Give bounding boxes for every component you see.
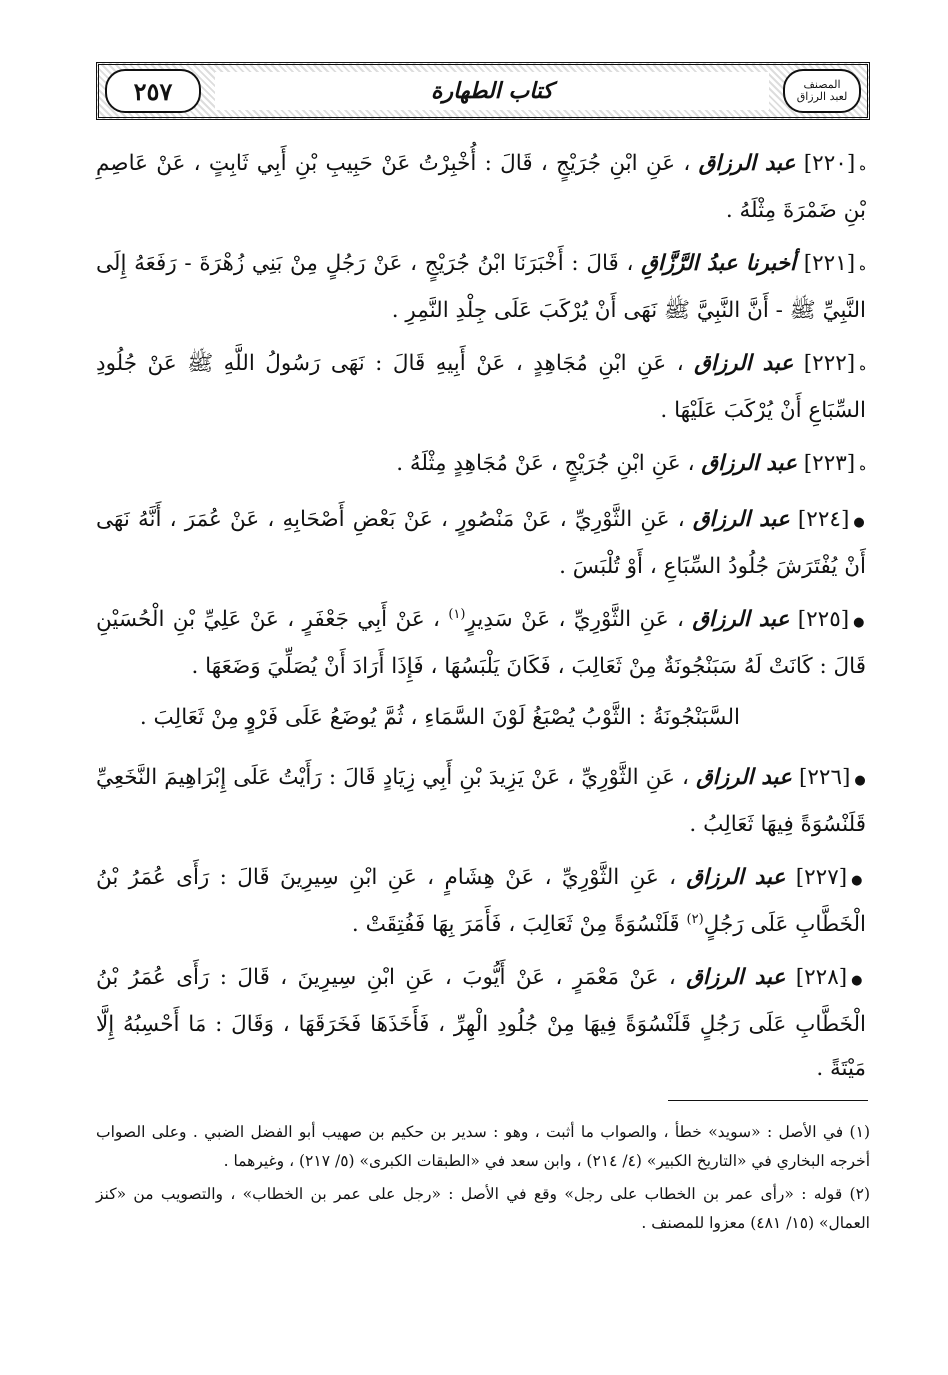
hadith-entry: [96, 598, 870, 689]
entry-text: ، عَنِ ابْنِ جُرَيْجٍ ، قَالَ : أُخْبِرْتُ عَنْ حَبِيبِ بْنِ أَبِي ثَابِتٍ ، عَنْ عَاصِمِ بْنِ ضَمْرَةَ مِثْلَهُ .: [96, 151, 866, 223]
entry-marker: ه: [859, 359, 866, 374]
entry-text: ، قَالَ : أَخْبَرَنَا ابْنُ جُرَيْجٍ ، عَنْ رَجُلٍ مِنْ بَنِي زُهْرَةَ - رَفَعَهُ إِلَى النَّبِيِّ ﷺ - أَنَّ النَّبِيَّ ﷺ نَهَى أَنْ يُرْكَبَ عَلَى جِلْدِ النَّمِرِ .: [96, 251, 866, 323]
entry-number: [٢٢١]: [803, 251, 856, 276]
entry-number: [٢٢٧]: [795, 865, 848, 890]
entry-text: ، عَنِ الثَّوْرِيِّ ، عَنْ هِشَامٍ ، عَنِ ابْنِ سِيرِينَ قَالَ : رَأَى عُمَرُ بْنُ الْخَطَّابِ عَلَى رَجُلٍ: [96, 865, 866, 937]
entry-author: عبد الرزاق: [692, 507, 790, 532]
footnote-2: (٢) قوله : «رأى عمر بن الخطاب على رجل» وقع في الأصل : «رجل على عمر بن الخطاب» ، والتصويب من «كنز العمال» (١٥/ ٤٨١) معزوا للمصنف .: [96, 1185, 870, 1232]
entry-marker: ●: [851, 873, 866, 888]
entry-author: أخبرنا عبدُ الرَّزَّاقِ: [641, 251, 797, 276]
entry-text: ، عَنْ مَعْمَرٍ ، عَنْ أَيُّوبَ ، عَنِ ابْنِ سِيرِينَ ، قَالَ : رَأَى عُمَرُ بْنُ الْخَطَّابِ عَلَى رَجُلٍ قَلَنْسُوَةً فِيهَا مِنْ جُلُودِ الْهِرِّ ، فَأَخَذَهَا فَخَرَقَهَا ، وَقَالَ : مَا أَحْسِبُهُ إِلَّا مَيْتَةً .: [96, 965, 866, 1081]
footnote-1: (١) في الأصل : «سويد» خطأ ، والصواب ما أثبت ، وهو : سدير بن حكيم بن صهيب أبو الفضل الضبي . وعلى الصواب أخرجه البخاري في «التاريخ الكبير» (٤/ ٢١٤) ، وابن سعد في «الطبقات الكبرى» (٥/ ٢١٧) ، وغيرهما .: [96, 1123, 870, 1170]
page-number: ٢٥٧: [105, 69, 201, 113]
hadith-entries: [96, 142, 870, 1100]
entry-number: [٢٢٨]: [795, 965, 848, 990]
hadith-entry: [96, 342, 870, 433]
entry-number: [٢٢٠]: [803, 151, 856, 176]
entry-author: عبد الرزاق: [696, 765, 792, 790]
entry-text: ، عَنِ ابْنِ جُرَيْجٍ ، عَنْ مُجَاهِدٍ مِثْلَهُ .: [396, 451, 695, 476]
seal-line-1: المصنف: [803, 78, 841, 91]
entry-author: عبد الرزاق: [692, 607, 790, 632]
hadith-entry: [96, 442, 870, 489]
entry-marker: ه: [859, 459, 866, 474]
entry-number: [٢٢٤]: [797, 507, 850, 532]
entry-number: [٢٢٥]: [797, 607, 850, 632]
hadith-entry: [96, 242, 870, 333]
book-seal: [783, 69, 861, 113]
entry-text-after: قَلَنْسُوَةً مِنْ ثَعَالِبَ ، فَأَمَرَ بِهَا فَفُتِقَتْ .: [351, 912, 680, 937]
footnote-divider: [668, 1100, 868, 1101]
hadith-entry: [96, 956, 870, 1091]
entry-text: ، عَنِ ابْنِ مُجَاهِدٍ ، عَنْ أَبِيهِ قَالَ : نَهَى رَسُولُ اللَّهِ ﷺ عَنْ جُلُودِ السِّبَاعِ أَنْ يُرْكَبَ عَلَيْهَا .: [96, 351, 866, 423]
entry-text-after: ، عَنْ أَبِي جَعْفَرٍ ، عَنْ عَلِيِّ بْنِ الْحُسَيْنِ قَالَ : كَانَتْ لَهُ سَبَنْجُونَةٌ مِنْ ثَعَالِبَ ، فَكَانَ يَلْبَسُهَا ، فَإِذَا أَرَادَ أَنْ يُصَلِّيَ وَضَعَهَا .: [96, 607, 866, 679]
entry-text: ، عَنِ الثَّوْرِيِّ ، عَنْ سَدِيرٍ: [465, 607, 684, 632]
gloss-note: السَّبَنْجُونَةُ : الثَّوْبُ يُصْبَغُ لَوْنَ السَّمَاءِ ، ثُمَّ يُوضَعُ عَلَى فَرْوٍ مِنْ ثَعَالِبَ .: [139, 705, 740, 730]
entry-marker: ●: [851, 973, 867, 988]
entry-author: عبد الرزاق: [698, 151, 796, 176]
hadith-entry: [96, 142, 870, 233]
entry-marker: ●: [853, 615, 867, 630]
entry-author: عبد الرزاق: [701, 451, 797, 476]
seal-line-2: لعبد الرزاق: [796, 90, 848, 103]
running-header: [96, 62, 870, 120]
entry-text: ، عَنِ الثَّوْرِيِّ ، عَنْ مَنْصُورٍ ، عَنْ بَعْضِ أَصْحَابِهِ ، عَنْ عُمَرَ ، أَنَّهُ نَهَى أَنْ يُفْتَرَشَ جُلُودُ السِّبَاعِ ، أَوْ تُلْبَسَ .: [96, 507, 866, 579]
entry-marker: ه: [859, 159, 867, 174]
entry-author: عبد الرزاق: [686, 865, 786, 890]
entry-number: [٢٢٣]: [803, 451, 856, 476]
footnote-ref[interactable]: (١): [448, 606, 466, 622]
entry-text: ، عَنِ الثَّوْرِيِّ ، عَنْ يَزِيدَ بْنِ أَبِي زِيَادٍ قَالَ : رَأَيْتُ عَلَى إِبْرَاهِيمَ النَّخَعِيِّ قَلَنْسُوَةً فِيهَا ثَعَالِبُ .: [96, 765, 866, 837]
hadith-entry: [96, 498, 870, 589]
chapter-title: كتاب الطهارة: [215, 72, 769, 110]
entry-author: عبد الرزاق: [694, 351, 794, 376]
entry-author: عبد الرزاق: [686, 965, 786, 990]
entry-marker: ه: [859, 259, 866, 274]
footnotes: [96, 1118, 870, 1242]
entry-number: [٢٢٢]: [803, 351, 856, 376]
entry-number: [٢٢٦]: [798, 765, 851, 790]
footnote-ref[interactable]: (٢): [686, 911, 704, 927]
hadith-entry: [96, 856, 870, 947]
entry-marker: ●: [854, 773, 866, 788]
hadith-entry: [96, 756, 870, 847]
entry-marker: ●: [853, 515, 867, 530]
